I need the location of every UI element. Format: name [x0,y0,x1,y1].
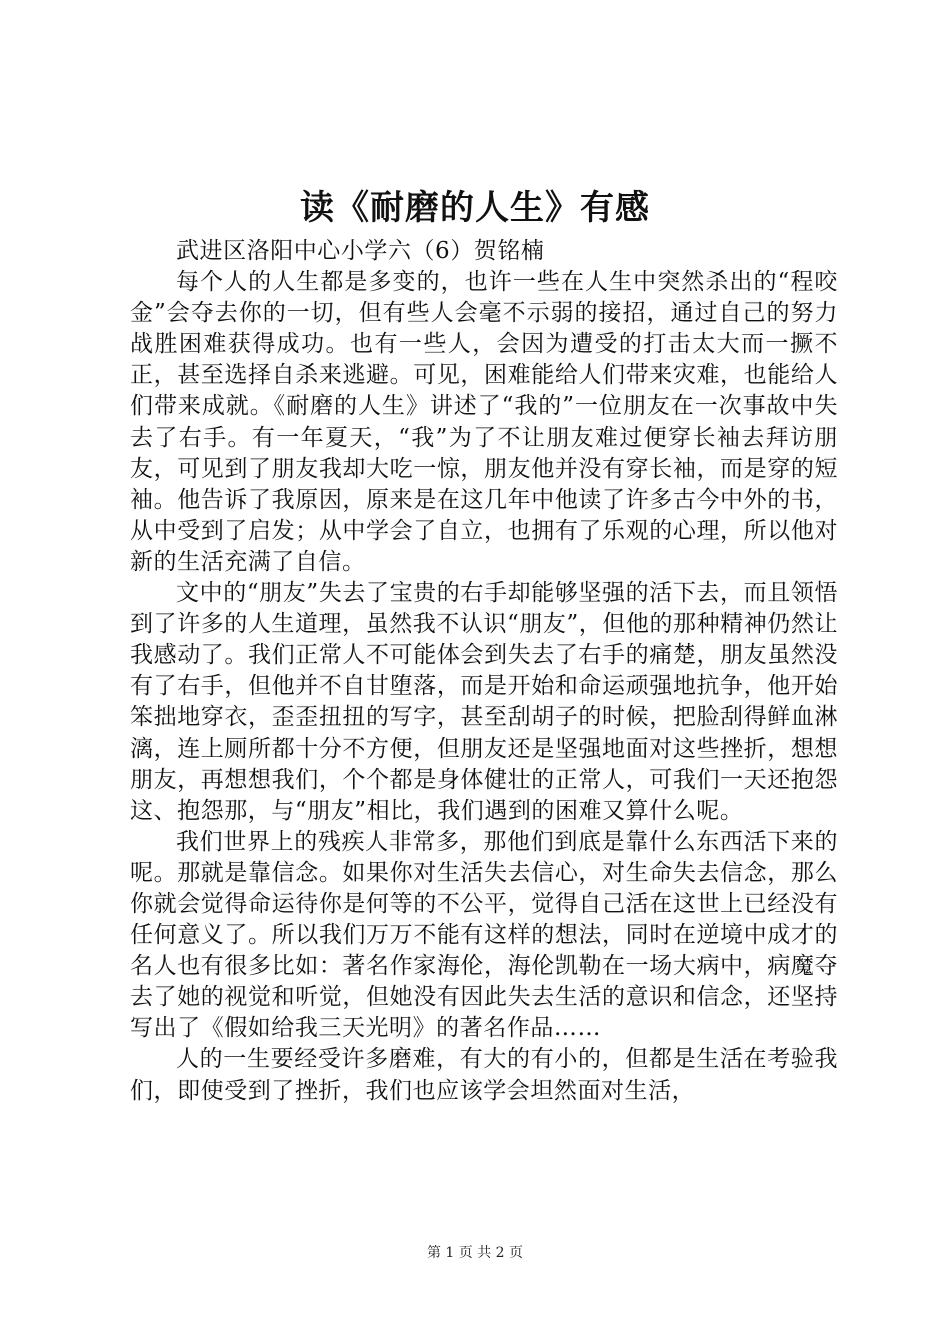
paragraph-2: 文中的“朋友”失去了宝贵的右手却能够坚强的活下去，而且领悟到了许多的人生道理，虽然我不认识“朋友”，但他的那种精神仍然让我感动了。我们正常人不可能体会到失去了右手的痛楚，朋友虽然没有了右手，但他并不自甘堕落，而是开始和命运顽强地抗争，他开始笨拙地穿衣，歪歪扭扭的写字，甚至刮胡子的时候，把脸刮得鲜血淋漓，连上厕所都十分不方便，但朋友还是坚强地面对这些挫折，想想朋友，再想想我们，个个都是身体健壮的正常人，可我们一天还抱怨这、抱怨那，与“朋友”相比，我们遇到的困难又算什么呢。 [130,580,838,824]
paragraph-4: 人的一生要经受许多磨难，有大的有小的，但都是生活在考验我们，即使受到了挫折，我们也应该学会坦然面对生活， [130,1046,838,1104]
paragraph-3: 我们世界上的残疾人非常多，那他们到底是靠什么东西活下来的呢。那就是靠信念。如果你对生活失去信心，对生命失去信念，那么你就会觉得命运待你是何等的不公平，觉得自己活在这世上已经没有任何意义了。所以我们万万不能有这样的想法，同时在逆境中成才的名人也有很多比如：著名作家海伦，海伦凯勒在一场大病中，病魔夺去了她的视觉和听觉，但她没有因此失去生活的意识和信念，还坚持写出了《假如给我三天光明》的著名作品…… [130,828,838,1042]
document-title: 读《耐磨的人生》有感 [300,188,650,228]
paragraph-1: 每个人的人生都是多变的，也许一些在人生中突然杀出的“程咬金”会夺去你的一切，但有些人会毫不示弱的接招，通过自己的努力战胜困难获得成功。也有一些人，会因为遭受的打击太大而一撅不正，甚至选择自杀来逃避。可见，困难能给人们带来灾难，也能给人们带来成就。《耐磨的人生》讲述了“我的”一位朋友在一次事故中失去了右手。有一年夏天，“我”为了不让朋友难过便穿长袖去拜访朋友，可见到了朋友我却大吃一惊，朋友他并没有穿长袖，而是穿的短袖。他告诉了我原因，原来是在这几年中他读了许多古今中外的书，从中受到了启发；从中学会了自立，也拥有了乐观的心理，所以他对新的生活充满了自信。 [130,269,838,575]
author-line: 武进区洛阳中心小学六（6）贺铭楠 [176,238,545,264]
document-body [130,236,838,1107]
page-footer: 第 1 页 共 2 页 [426,1245,524,1261]
